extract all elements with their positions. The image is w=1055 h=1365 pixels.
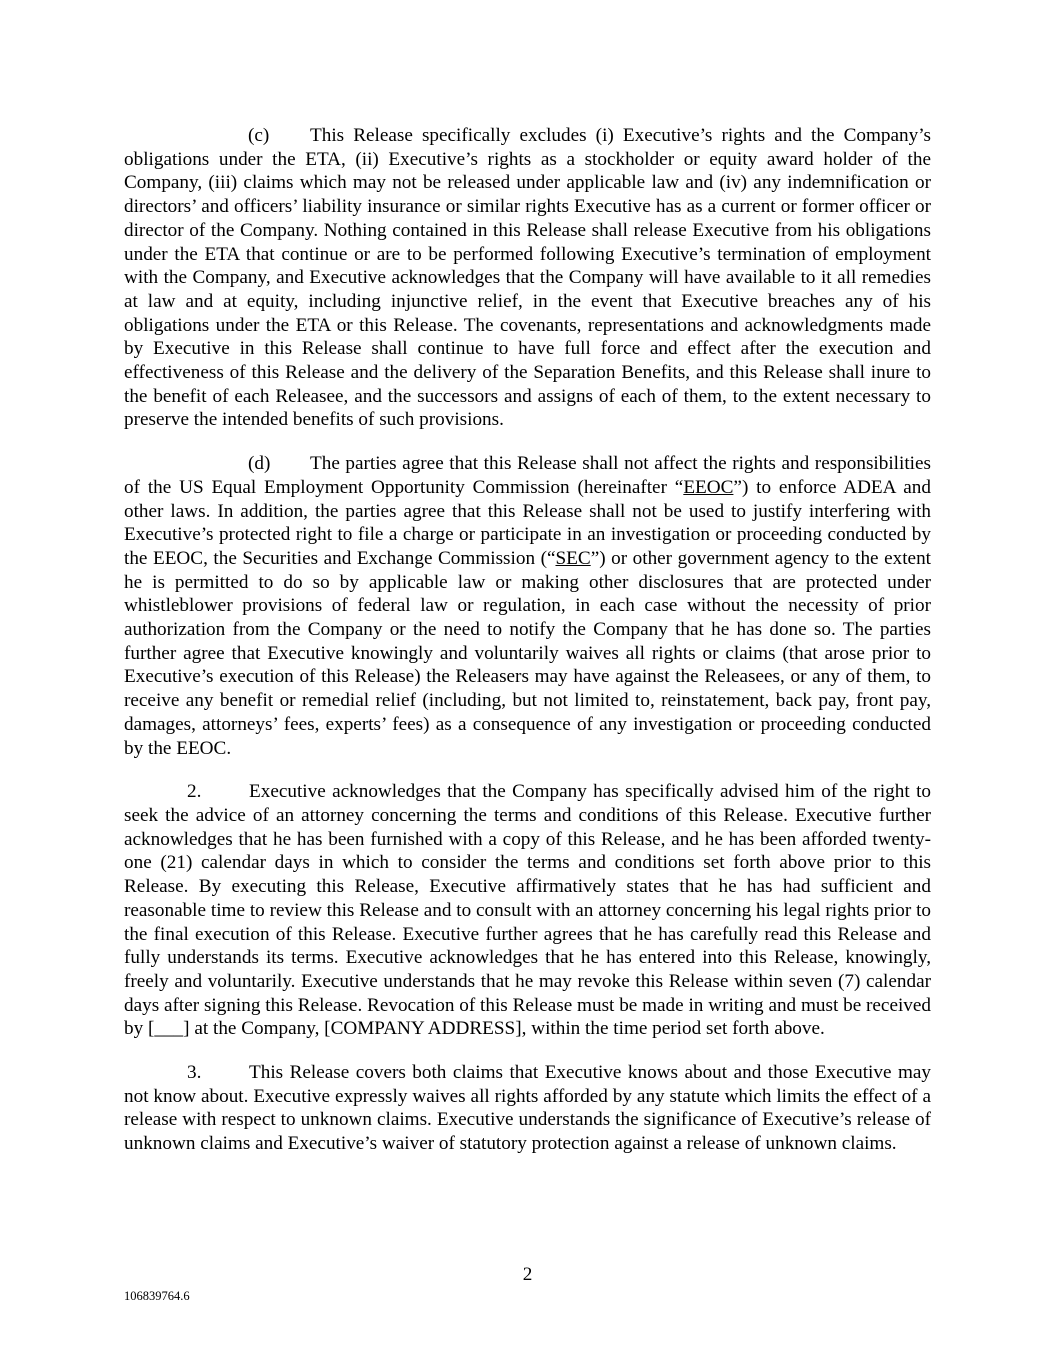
paragraph-text: Executive acknowledges that the Company has specifically advised him of the right to seek the advice of an attorney concerning the terms and conditions of this Release. Executive further acknowledges that he has been furnished with a copy of this Release, and he has been afforded twenty-one (21) calendar days in which to consider the terms and conditions set forth above prior to this Release. By executing this Release, Executive affirmatively states that he has had sufficient and reasonable time to review this Release and to consult with an attorney concerning his legal rights prior to the final execution of this Release. Executive further agrees that he has carefully read this Release and fully understands its terms. Executive acknowledges that he has entered into this Release, knowingly, freely and voluntarily. Executive understands that he may revoke this Release within seven (7) calendar days after signing this Release. Revocation of this Release must be made in writing and must be received by [___] at the Company, [COMPANY ADDRESS], within the time period set forth above.: [124, 781, 931, 1040]
paragraph-text: ”) or other government agency to the extent he is permitted to do so by applicable law or making other disclosures that are protected under whistleblower provisions of federal law or regulation, in each case without the necessity of prior authorization from the Company or the need to notify the Company that he has done so. The parties further agree that Executive knowingly and voluntarily waives all rights or claims (that arose prior to Executive’s execution of this Release) the Releasers may have against the Releasees, or any of them, to receive any benefit or remedial relief (including, but not limited to, reinstatement, back pay, front pay, damages, attorneys’ fees, experts’ fees) as a consequence of any investigation or proceeding conducted by the EEOC.: [124, 547, 931, 759]
paragraph-text: The parties agree that this Release shall not affect the rights and responsibilities of the US Equal Employment Opportunity Commission (hereinafter “: [124, 453, 931, 498]
paragraph-c: [124, 124, 931, 432]
paragraph-label: 2.: [187, 781, 202, 803]
paragraph-2: [124, 780, 931, 1041]
document-body: [124, 124, 931, 1176]
paragraph-text: ”) to enforce ADEA and other laws. In addition, the parties agree that this Release shall not be used to justify interfering with Executive’s protected right to file a charge or participate in an investigation or proceeding conducted by the EEOC, the Securities and Exchange Commission (“: [124, 476, 931, 569]
paragraph-3: [124, 1061, 931, 1156]
paragraph-text: This Release specifically excludes (i) Executive’s rights and the Company’s obligations under the ETA, (ii) Executive’s rights as a stockholder or equity award holder of the Company, (iii) claims which may not be released under applicable law and (iv) any indemnification or directors’ and officers’ liability insurance or similar rights Executive has as a current or former officer or director of the Company. Nothing contained in this Release shall release Executive from his obligations under the ETA that continue or are to be performed following Executive’s termination of employment with the Company, and Executive acknowledges that the Company will have available to it all remedies at law and at equity, including injunctive relief, in the event that Executive breaches any of his obligations under the ETA or this Release. The covenants, representations and acknowledgments made by Executive in this Release shall continue to have full force and effect after the execution and effectiveness of this Release and the delivery of the Separation Benefits, and this Release shall inure to the benefit of each Releasee, and the successors and assigns of each of them, to the extent necessary to preserve the intended benefits of such provisions.: [124, 125, 931, 431]
defined-term-eeoc: EEOC: [683, 476, 734, 498]
page-number: 2: [522, 1264, 533, 1285]
paragraph-d: [124, 452, 931, 760]
defined-term-sec: SEC: [555, 547, 591, 569]
document-id: 106839764.6: [124, 1289, 190, 1303]
paragraph-label: (c): [248, 125, 270, 146]
paragraph-label: (d): [248, 453, 271, 475]
paragraph-text: This Release covers both claims that Executive knows about and those Executive may not know about. Executive expressly waives all rights afforded by any statute which limits the effect of a release with respect to unknown claims. Executive understands the significance of Executive’s release of unknown claims and Executive’s waiver of statutory protection against a release of unknown claims.: [124, 1062, 931, 1155]
paragraph-label: 3.: [187, 1062, 202, 1084]
